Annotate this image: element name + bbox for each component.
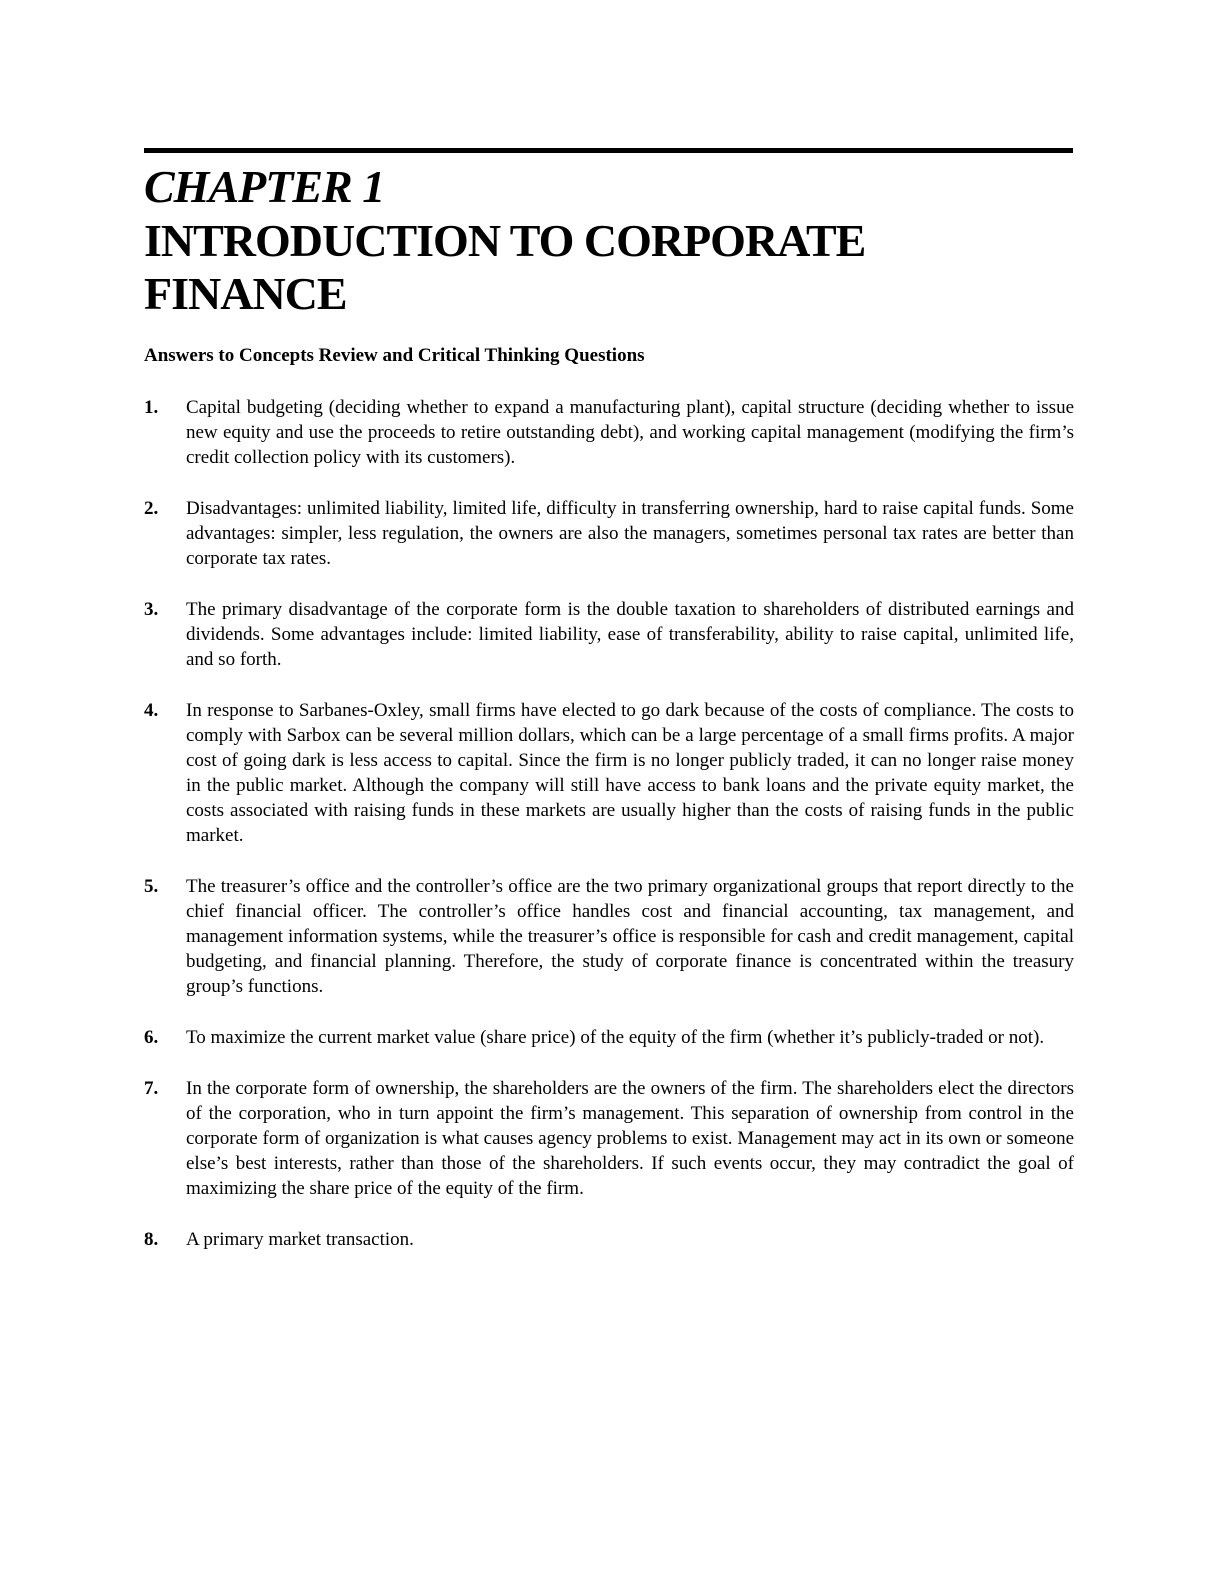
answer-item-1 <box>144 395 1074 470</box>
chapter-title: INTRODUCTION TO CORPORATE FINANCE <box>144 215 866 319</box>
answer-item-5 <box>144 874 1074 999</box>
answer-item-3 <box>144 597 1074 672</box>
answer-number: 8. <box>144 1229 159 1250</box>
answer-number: 6. <box>144 1027 159 1048</box>
top-rule <box>144 148 1073 153</box>
answer-number: 5. <box>144 876 159 897</box>
chapter-label: CHAPTER 1 <box>144 161 385 212</box>
answer-item-6 <box>144 1025 1074 1050</box>
answer-number: 2. <box>144 498 159 519</box>
answer-item-4 <box>144 698 1074 848</box>
answer-text: To maximize the current market value (share price) of the equity of the firm (whether it’s publicly-traded or not). <box>186 1027 1045 1048</box>
answer-text: Capital budgeting (deciding whether to expand a manufacturing plant), capital structure (deciding whether to issue new equity and use the proceeds to retire outstanding debt), and working capital management (modifying the firm’s credit collection policy with its customers). <box>186 397 1074 468</box>
answer-item-8 <box>144 1227 1074 1252</box>
answer-number: 7. <box>144 1078 159 1099</box>
answer-number: 3. <box>144 599 159 620</box>
answer-text: In response to Sarbanes-Oxley, small firms have elected to go dark because of the costs of compliance. The costs to comply with Sarbox can be several million dollars, which can be a large percentage of a small firms profits. A major cost of going dark is less access to capital. Since the firm is no longer publicly traded, it can no longer raise money in the public market. Although the company will still have access to bank loans and the private equity market, the costs associated with raising funds in these markets are usually higher than the costs of raising funds in the public market. <box>186 700 1074 846</box>
answer-text: A primary market transaction. <box>186 1229 414 1250</box>
answer-text: The treasurer’s office and the controller’s office are the two primary organizational groups that report directly to the chief financial officer. The controller’s office handles cost and financial accounting, tax management, and management information systems, while the treasurer’s office is responsible for cash and credit management, capital budgeting, and financial planning. Therefore, the study of corporate finance is concentrated within the treasury group’s functions. <box>186 876 1074 997</box>
answer-item-7 <box>144 1076 1074 1201</box>
answer-text: In the corporate form of ownership, the shareholders are the owners of the firm. The shareholders elect the directors of the corporation, who in turn appoint the firm’s management. This separation of ownership from control in the corporate form of organization is what causes agency problems to exist. Management may act in its own or someone else’s best interests, rather than those of the shareholders. If such events occur, they may contradict the goal of maximizing the share price of the equity of the firm. <box>186 1078 1074 1199</box>
answer-text: Disadvantages: unlimited liability, limited life, difficulty in transferring ownership, hard to raise capital funds. Some advantages: simpler, less regulation, the owners are also the managers, sometimes personal tax rates are better than corporate tax rates. <box>186 498 1074 569</box>
answer-text: The primary disadvantage of the corporate form is the double taxation to shareholders of distributed earnings and dividends. Some advantages include: limited liability, ease of transferability, ability to raise capital, unlimited life, and so forth. <box>186 599 1074 670</box>
answers-list <box>144 395 1074 1278</box>
section-heading: Answers to Concepts Review and Critical Thinking Questions <box>144 345 645 366</box>
answer-number: 1. <box>144 397 159 418</box>
answer-item-2 <box>144 496 1074 571</box>
answer-number: 4. <box>144 700 159 721</box>
